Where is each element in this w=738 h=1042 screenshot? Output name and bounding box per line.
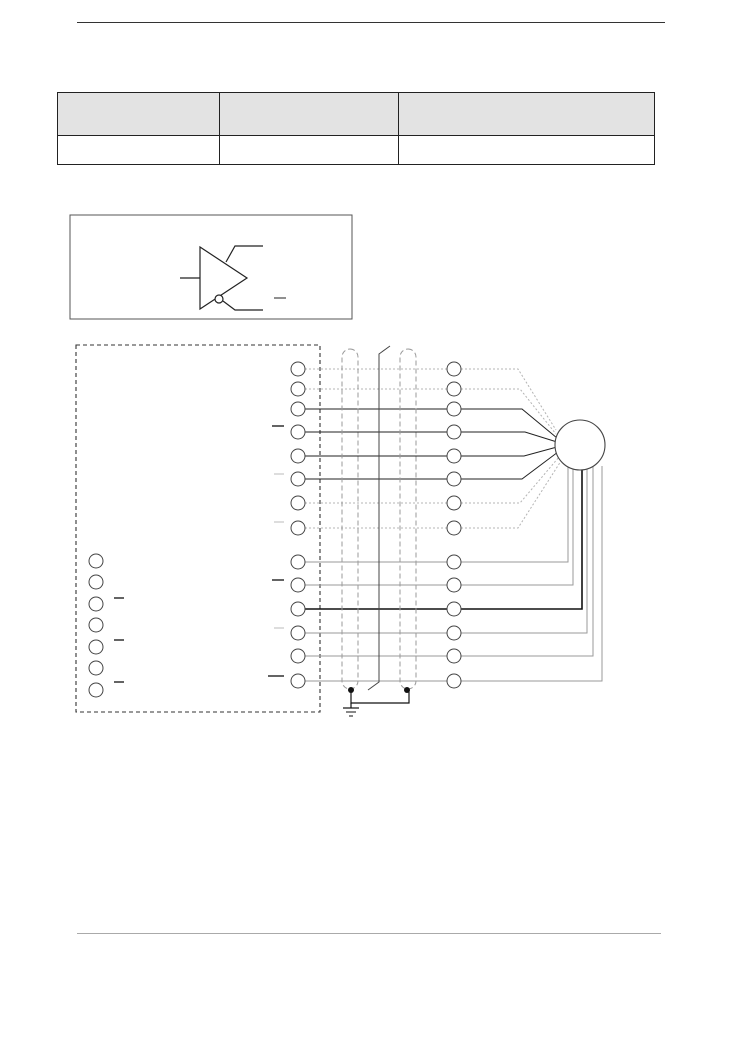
aux-terminal-circle [89,597,103,611]
shield-right [400,349,416,689]
wire-fan [461,457,559,503]
terminal-circle [447,602,461,616]
terminal-circle [447,674,461,688]
wire-trunk [461,466,602,681]
footer-rule [77,933,661,934]
aux-terminal-circle [89,575,103,589]
terminal-circle [447,362,461,376]
aux-terminal-circle [89,554,103,568]
aux-terminal-circle [89,661,103,675]
terminal-circle [291,602,305,616]
device-outline [76,345,320,712]
aux-terminal-circle [89,640,103,654]
terminal-circle [291,674,305,688]
wire-fan [461,461,561,528]
signal-overbars-faint [274,474,284,628]
wire-trunk [461,466,573,585]
wire-fan [461,369,556,430]
terminal-circle [447,496,461,510]
terminal-circle [447,626,461,640]
terminal-circle [291,626,305,640]
wire-fan [461,389,556,434]
terminal-circle [291,449,305,463]
terminal-circle [447,402,461,416]
terminal-circle [447,472,461,486]
terminal-circle [291,578,305,592]
shield-left [342,349,358,689]
signal-overbars [114,426,284,682]
terminal-circle [291,649,305,663]
cable-terminal-column [447,362,461,688]
terminal-circle [291,521,305,535]
symbol-legend-box [70,215,352,319]
terminal-circle [291,402,305,416]
ground-icon [343,687,410,716]
terminal-circle [447,425,461,439]
terminal-circle [447,555,461,569]
terminal-circle [447,382,461,396]
aux-terminal-circle [89,683,103,697]
terminal-circle [447,449,461,463]
terminal-circle [291,496,305,510]
wire-trunk [461,466,582,609]
wire-fan [461,409,557,438]
terminal-circle [291,362,305,376]
wire-trunk [461,466,568,562]
wire-fan [461,447,557,456]
circular-connector-icon [555,420,605,470]
terminal-circle [291,382,305,396]
terminal-circle [447,521,461,535]
terminal-circle [291,555,305,569]
device-terminal-column [291,362,305,688]
aux-terminal-group [89,554,103,697]
aux-terminal-circle [89,618,103,632]
terminal-circle [447,578,461,592]
terminal-circle [447,649,461,663]
drain-wire [368,346,390,690]
terminal-circle [291,472,305,486]
terminal-circle [291,425,305,439]
wire-fan [461,432,557,442]
